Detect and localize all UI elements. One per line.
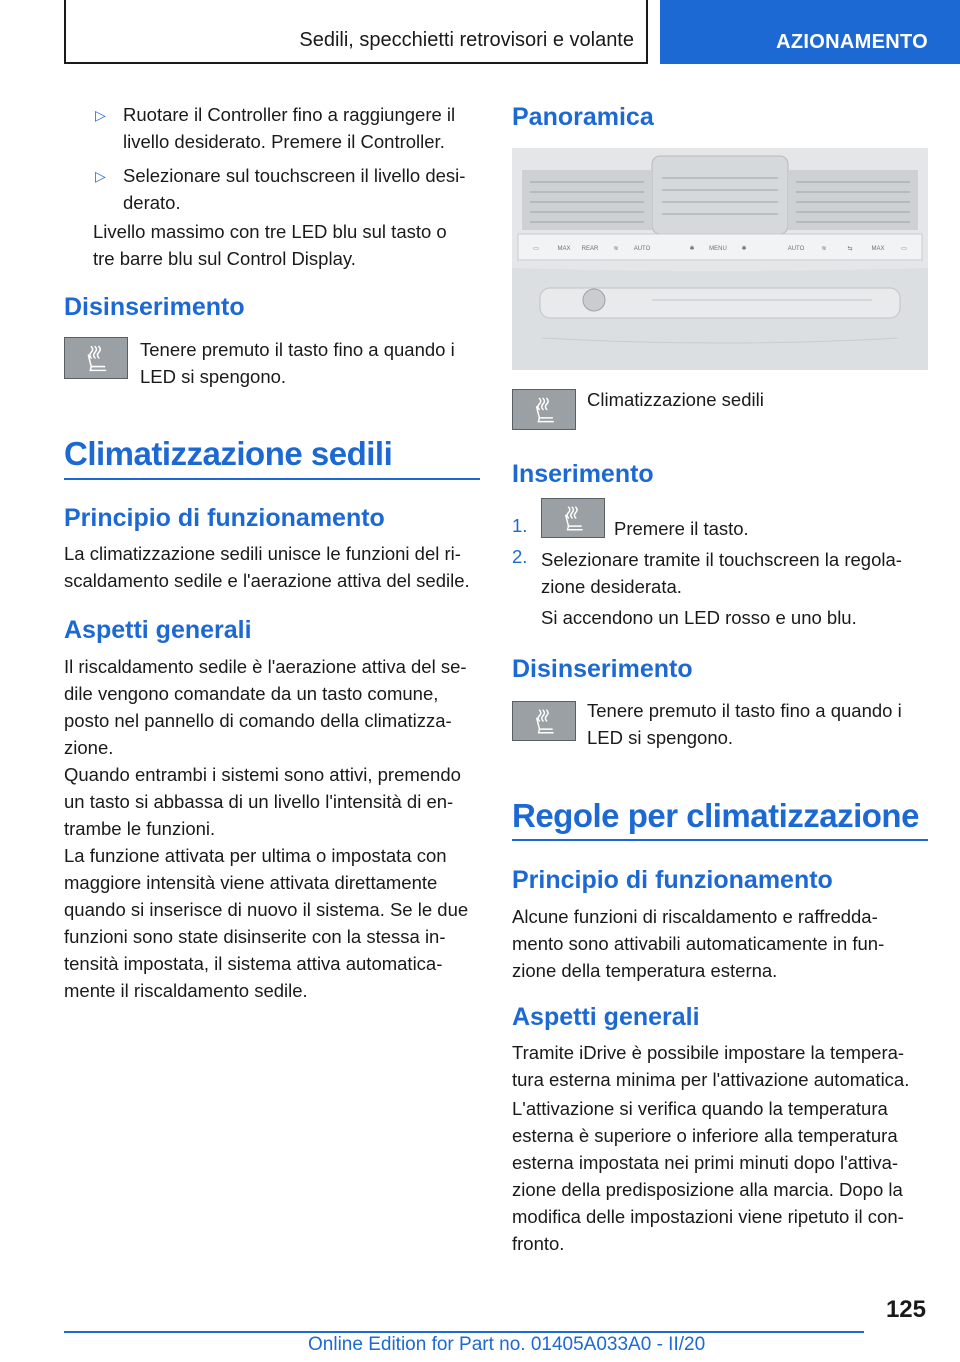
text-line: zione della predisposizione alla marcia. Dopo la [512,1179,903,1200]
bullet-item-1 [123,101,455,155]
svg-text:REAR: REAR [581,246,599,252]
text-line: Quando entrambi i sistemi sono attivi, premendo [64,764,461,785]
footer-divider [64,1331,864,1333]
text-line: maggiore intensità viene attivata direttamente [64,872,438,893]
heading-inserimento: Inserimento [512,460,654,488]
text-line: tura esterna minima per l'attivazione automatica. [512,1069,910,1090]
text-line: tensità impostata, il sistema attiva automatica- [64,953,443,974]
svg-text:▭: ▭ [533,246,539,252]
climate-panel-photo [512,148,928,370]
header-section-title: Sedili, specchietti retrovisori e volante [299,29,634,51]
text-line: derato. [123,192,181,213]
seat-climate-icon [64,337,128,379]
bullet-item-2 [123,162,465,216]
text-line: modifica delle impostazioni viene ripetuto il con- [512,1206,904,1227]
text-line: esterna è superiore o inferiore alla temperatura [512,1125,898,1146]
heading-disinserimento: Disinserimento [512,655,693,683]
heading-principio: Principio di funzionamento [64,504,385,532]
aspetti-paragraph-1 [512,1039,909,1093]
aspetti-paragraph-2 [64,761,461,842]
heading-disinserimento: Disinserimento [64,293,245,321]
svg-text:▭: ▭ [901,246,907,252]
text-line: un tasto si abbassa di un livello l'intensità di en- [64,791,454,812]
text-line: livello desiderato. Premere il Controller. [123,131,445,152]
text-line: La funzione attivata per ultima o impostata con [64,845,447,866]
heading-panoramica: Panoramica [512,103,654,131]
text-line: posto nel pannello di comando della climatizza- [64,710,452,731]
principio-text [512,903,884,984]
icon-caption: Climatizzazione sedili [587,389,764,410]
text-line: LED si spengono. [587,727,734,748]
aspetti-paragraph-2 [512,1095,904,1257]
text-line: Ruotare il Controller fino a raggiungere il [123,104,456,125]
bullet-icon: ▷ [95,107,106,123]
text-line: Il riscaldamento sedile è l'aerazione attiva del se- [64,656,467,677]
seat-climate-icon [512,389,576,430]
header-chapter-title: AZIONAMENTO [776,31,928,53]
text-line: Livello massimo con tre LED blu sul tasto o [93,221,447,242]
seat-climate-icon [541,498,605,538]
svg-text:≋: ≋ [613,246,619,252]
section-title-regole: Regole per climatizzazione [512,797,919,834]
step-number: 1. [512,515,528,536]
text-line: esterna impostata nei primi minuti dopo l'attiva- [512,1152,899,1173]
section-title-climatizzazione-sedili: Climatizzazione sedili [64,435,393,472]
text-line: Tenere premuto il tasto fino a quando i [587,700,902,721]
heading-principio: Principio di funzionamento [512,866,833,894]
text-line: zione. [64,737,114,758]
text-line: Tenere premuto il tasto fino a quando i [140,339,455,360]
disinserimento-text [140,336,455,390]
text-line: dile vengono comandate da un tasto comune, [64,683,439,704]
footer-edition: Online Edition for Part no. 01405A033A0 - II/20 [308,1334,706,1355]
step-2-note: Si accendono un LED rosso e uno blu. [541,607,857,628]
svg-text:✱: ✱ [689,246,695,252]
svg-text:MAX: MAX [871,246,885,252]
step-2-text [541,546,902,600]
heading-aspetti: Aspetti generali [512,1003,700,1031]
text-line: quando si inserisce di nuovo il sistema. Se le due [64,899,469,920]
text-line: scaldamento sedile e l'aerazione attiva del sedile. [64,570,470,591]
svg-text:≋: ≋ [821,246,827,252]
header-chapter-tab [660,0,960,64]
text-line: Selezionare tramite il touchscreen la regola- [541,549,902,570]
text-line: mente il riscaldamento sedile. [64,980,308,1001]
step-1-text: Premere il tasto. [614,518,749,539]
svg-text:AUTO: AUTO [633,246,651,252]
text-line: mento sono attivabili automaticamente in fun- [512,933,885,954]
svg-text:✱: ✱ [741,246,747,252]
text-line: Tramite iDrive è possibile impostare la tempera- [512,1042,905,1063]
text-line: LED si spengono. [140,366,287,387]
text-line: zione desiderata. [541,576,682,597]
text-line: fronto. [512,1233,565,1254]
text-line: zione della temperatura esterna. [512,960,778,981]
text-line: trambe le funzioni. [64,818,216,839]
section-divider [512,839,928,841]
step-number: 2. [512,546,528,567]
aspetti-paragraph-3 [64,842,468,1004]
aspetti-paragraph-1 [64,653,467,761]
svg-text:MAX: MAX [557,246,571,252]
header-section-box [64,0,648,64]
principio-text [64,540,470,594]
text-line: Alcune funzioni di riscaldamento e raffredda- [512,906,878,927]
text-line: La climatizzazione sedili unisce le funzioni del ri- [64,543,461,564]
disinserimento-text [587,697,902,751]
text-line: Selezionare sul touchscreen il livello desi- [123,165,466,186]
svg-text:⇆: ⇆ [847,246,853,252]
text-line: tre barre blu sul Control Display. [93,248,356,269]
section-divider [64,478,480,480]
max-level-note [93,218,447,272]
text-line: L'attivazione si verifica quando la temperatura [512,1098,888,1119]
svg-text:AUTO: AUTO [787,246,805,252]
heading-aspetti: Aspetti generali [64,616,252,644]
svg-text:MENU: MENU [709,246,727,252]
seat-climate-icon [512,701,576,741]
text-line: funzioni sono state disinserite con la stessa in- [64,926,446,947]
bullet-icon: ▷ [95,168,106,184]
page-number: 125 [885,1296,926,1323]
